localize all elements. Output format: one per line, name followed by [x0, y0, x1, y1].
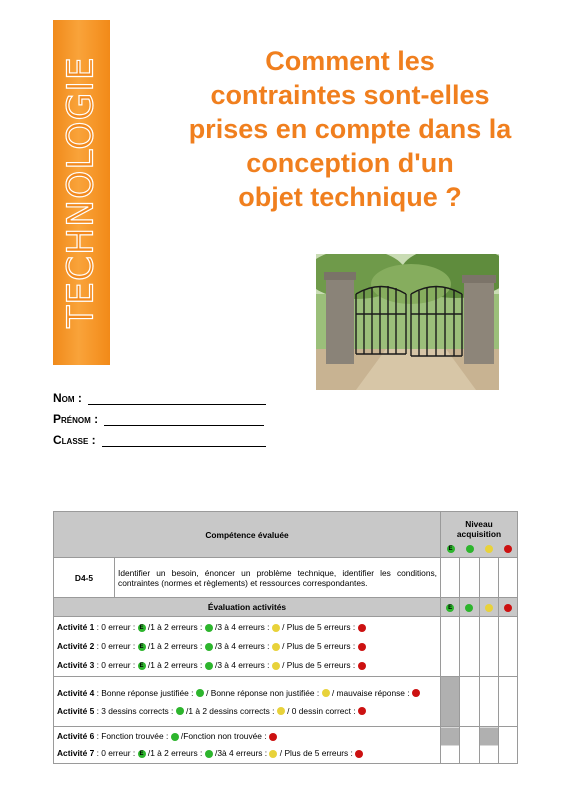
level-green-icon — [205, 662, 213, 670]
activity-text: / Plus de 5 erreurs : — [279, 641, 358, 651]
level-cell — [498, 677, 517, 727]
title-line: prises en compte dans la — [188, 114, 512, 144]
activity-text: / Plus de 5 erreurs : — [277, 748, 356, 758]
title-line: contraintes sont-elles — [210, 80, 490, 110]
activity-group-3 — [54, 727, 441, 764]
activity-text: /1 à 2 erreurs : — [145, 660, 205, 670]
level-green-icon — [466, 545, 474, 553]
level-red-icon — [358, 662, 366, 670]
competence-code: D4-5 — [54, 558, 115, 598]
level-yellow-icon — [277, 707, 285, 715]
level-cell-disabled — [479, 727, 498, 764]
level-yellow-icon — [485, 604, 493, 612]
level-yellow-icon — [272, 624, 280, 632]
level-cell — [479, 617, 498, 677]
activity-row-2 — [57, 637, 437, 656]
activity-text: /3à 4 erreurs : — [212, 748, 270, 758]
level-yellow-icon — [272, 643, 280, 651]
activity-row-6 — [57, 728, 437, 745]
banner-text: TECHNOLOGIE — [60, 56, 102, 328]
activity-text: : 3 dessins corrects : — [94, 705, 176, 716]
classe-label: Classe : — [53, 433, 96, 447]
activity-name: Activité 7 — [57, 748, 95, 758]
activity-name: Activité 3 — [57, 660, 95, 670]
activity-group-2 — [54, 677, 441, 727]
prenom-field[interactable] — [53, 405, 266, 426]
evaluation-table — [53, 511, 518, 764]
level-e-icon — [447, 545, 455, 553]
level-yellow-icon — [322, 689, 330, 697]
level-red-icon — [412, 689, 420, 697]
level-cell — [460, 727, 479, 764]
competence-header: Compétence évaluée — [54, 512, 441, 558]
activity-text: /Fonction non trouvée : — [178, 731, 269, 741]
level-e-icon — [446, 604, 454, 612]
level-cell — [460, 617, 479, 677]
classe-field[interactable] — [53, 426, 266, 447]
student-fields — [53, 384, 266, 447]
level-red-icon — [269, 733, 277, 741]
activity-name: Activité 5 — [57, 705, 95, 716]
activity-text: /1 à 2 dessins corrects : — [183, 705, 277, 716]
technologie-banner — [53, 20, 110, 365]
level-cell — [441, 598, 460, 617]
level-yellow-icon — [485, 545, 493, 553]
activity-group-1 — [54, 617, 441, 677]
title-line: objet technique ? — [238, 182, 462, 212]
nom-line[interactable] — [88, 392, 266, 405]
level-cell — [498, 598, 517, 617]
activity-text: /3 à 4 erreurs : — [212, 641, 272, 651]
level-green-icon — [205, 643, 213, 651]
activity-name: Activité 4 — [57, 687, 95, 698]
level-red-icon — [355, 750, 363, 758]
activity-text: /1 à 2 erreurs : — [145, 641, 205, 651]
level-red-icon — [358, 707, 366, 715]
level-e-icon — [138, 750, 146, 758]
activity-text: : 0 erreur : — [94, 622, 138, 632]
level-icons — [441, 545, 517, 555]
level-cell — [498, 617, 517, 677]
nom-label: Nom : — [53, 391, 82, 405]
level-red-icon — [358, 643, 366, 651]
nom-field[interactable] — [53, 384, 266, 405]
level-green-icon — [205, 624, 213, 632]
activity-row-4 — [57, 687, 437, 699]
level-cell-disabled — [441, 677, 460, 727]
activity-row-1 — [57, 618, 437, 637]
level-cell-disabled — [441, 727, 460, 764]
level-cell — [479, 598, 498, 617]
page-title — [140, 44, 560, 214]
evaluation-header: Évaluation activités — [54, 598, 441, 617]
classe-line[interactable] — [102, 434, 266, 447]
activity-text: /1 à 2 erreurs : — [145, 622, 205, 632]
prenom-line[interactable] — [104, 413, 264, 426]
level-red-icon — [358, 624, 366, 632]
activity-name: Activité 6 — [57, 731, 95, 741]
activity-text: / Bonne réponse non justifiée : — [203, 687, 322, 698]
level-red-icon — [504, 545, 512, 553]
activity-text: : 0 erreur : — [94, 748, 138, 758]
level-cell — [460, 558, 479, 598]
title-line: Comment les — [265, 46, 435, 76]
level-green-icon — [465, 604, 473, 612]
level-green-icon — [205, 750, 213, 758]
level-red-icon — [504, 604, 512, 612]
activity-name: Activité 1 — [57, 622, 95, 632]
niveau-label: Niveau acquisition — [456, 518, 502, 539]
activity-text: / Plus de 5 erreurs : — [279, 660, 358, 670]
level-green-icon — [196, 689, 204, 697]
activity-text: /3 à 4 erreurs : — [212, 622, 272, 632]
competence-text: Identifier un besoin, énoncer un problème technique, identifier les conditions, contraintes (normes et règlements) et ressources correspondantes. — [115, 558, 441, 598]
title-line: conception d'un — [246, 148, 454, 178]
activity-text: /1 à 2 erreurs : — [145, 748, 205, 758]
level-cell — [498, 727, 517, 764]
gate-photo — [316, 254, 499, 390]
activity-text: : 0 erreur : — [94, 660, 138, 670]
level-cell — [441, 617, 460, 677]
activity-text: : 0 erreur : — [94, 641, 138, 651]
activity-row-7 — [57, 745, 437, 762]
activity-name: Activité 2 — [57, 641, 95, 651]
niveau-header — [441, 512, 518, 558]
activity-row-3 — [57, 656, 437, 675]
activity-text: / Plus de 5 erreurs : — [279, 622, 358, 632]
level-green-icon — [171, 733, 179, 741]
activity-text: / 0 dessin correct : — [284, 705, 358, 716]
level-e-icon — [138, 624, 146, 632]
level-cell — [479, 558, 498, 598]
level-cell — [460, 598, 479, 617]
activity-row-5 — [57, 705, 437, 717]
level-cell — [498, 558, 517, 598]
level-cell — [441, 558, 460, 598]
activity-text: /3 à 4 erreurs : — [212, 660, 272, 670]
prenom-label: Prénom : — [53, 412, 99, 426]
level-cell — [479, 677, 498, 727]
level-e-icon — [138, 662, 146, 670]
activity-text: : Bonne réponse justifiée : — [94, 687, 196, 698]
activity-text: / mauvaise réponse : — [329, 687, 412, 698]
level-yellow-icon — [272, 662, 280, 670]
level-e-icon — [138, 643, 146, 651]
activity-text: : Fonction trouvée : — [94, 731, 171, 741]
level-cell — [460, 677, 479, 727]
level-green-icon — [176, 707, 184, 715]
